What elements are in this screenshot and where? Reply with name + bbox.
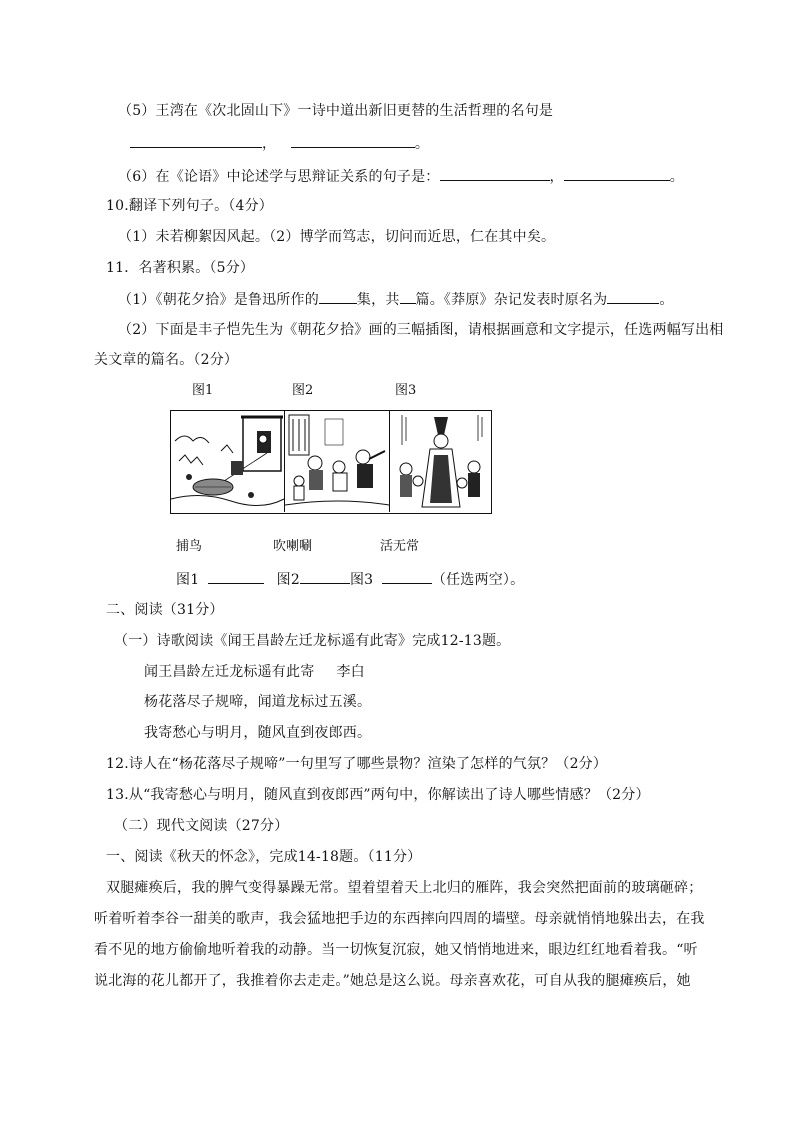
- part-modern-reading: （二）现代文阅读（27分）: [114, 818, 289, 834]
- question-12: 12.诗人在“杨花落尽子规啼”一句里写了哪些景物？渲染了怎样的气氛？（2分）: [106, 756, 608, 772]
- question-10-sentences: （1）未若柳絮因风起。（2）博学而笃志，切问而近思，仁在其中矣。: [118, 229, 556, 245]
- question-11-2: （2）下面是丰子恺先生为《朝花夕拾》画的三幅插图，请根据画意和文字提示，任选两幅写出相: [118, 322, 724, 338]
- figure-label-2: 图2: [292, 383, 314, 398]
- question-10: 10.翻译下列句子。（4分）: [106, 198, 273, 214]
- illustration-wuchang: [390, 411, 491, 512]
- poem-line-1: 杨花落尽子规啼，闻道龙标过五溪。: [144, 694, 372, 710]
- question-11-1: （1）《朝花夕拾》是鲁迅所作的 集，共 篇。《莽原》杂记发表时原名为 。: [118, 289, 674, 310]
- question-13: 13.从“我寄愁心与明月，随风直到夜郎西”两句中，你解读出了诗人哪些情感？（2分）: [106, 787, 650, 803]
- caption-3: 活无常: [380, 539, 420, 554]
- poem-title: 闻王昌龄左迁龙标遥有此寄 李白: [144, 664, 365, 680]
- answer-blank[interactable]: [400, 289, 416, 304]
- answer-blank[interactable]: [319, 289, 357, 304]
- paragraph-line: 双腿瘫痪后，我的脾气变得暴躁无常。望着望着天上北归的雁阵，我会突然把面前的玻璃砸碎；: [106, 880, 703, 896]
- illustration-blowing-trumpet: [285, 411, 390, 512]
- figure-answer-line: 图1 图2 图3 （任选两空）。: [176, 569, 524, 590]
- figure-label-1: 图1: [192, 383, 214, 398]
- answer-blank[interactable]: [607, 289, 659, 304]
- poem-line-2: 我寄愁心与明月，随风直到夜郎西。: [144, 725, 372, 741]
- question-9-5-answer-line: ， 。: [130, 133, 429, 154]
- paragraph-line: 听着听着李谷一甜美的歌声，我会猛地把手边的东西摔向四周的墙壁。母亲就悄悄地躲出去，在我: [94, 911, 705, 927]
- part-poetry: （一）诗歌阅读《闻王昌龄左迁龙标遥有此寄》完成12-13题。: [114, 633, 511, 649]
- question-9-6: （6）在《论语》中论述学与思辩证关系的句子是： ， 。: [118, 166, 684, 187]
- paragraph-line: 说北海的花儿都开了，我推着你去走走。”她总是这么说。母亲喜欢花，可自从我的腿瘫痪后，她: [94, 973, 691, 989]
- question-9-5: （5）王湾在《次北固山下》一诗中道出新旧更替的生活哲理的名句是: [118, 103, 554, 119]
- caption-1: 捕鸟: [176, 539, 203, 554]
- illustration-catching-birds: [171, 411, 285, 512]
- figure-label-3: 图3: [395, 383, 417, 398]
- paragraph-line: 看不见的地方偷偷地听着我的动静。当一切恢复沉寂，她又悄悄地进来，眼边红红地看着我。“听: [94, 942, 698, 958]
- answer-blank[interactable]: [291, 133, 415, 148]
- question-11-2-cont: 关文章的篇名。（2分）: [94, 352, 239, 368]
- answer-blank[interactable]: [130, 133, 262, 148]
- answer-blank[interactable]: [382, 569, 432, 584]
- reading-1-title: 一、阅读《秋天的怀念》，完成14-18题。（11分）: [106, 849, 422, 865]
- caption-2: 吹喇唰: [273, 539, 313, 554]
- answer-blank[interactable]: [300, 569, 350, 584]
- answer-blank[interactable]: [208, 569, 264, 584]
- section-reading: 二、阅读（31分）: [106, 602, 224, 618]
- answer-blank[interactable]: [440, 166, 550, 181]
- question-11: 11．名著积累。（5分）: [106, 260, 255, 276]
- answer-blank[interactable]: [564, 166, 670, 181]
- illustration-strip: [170, 410, 492, 514]
